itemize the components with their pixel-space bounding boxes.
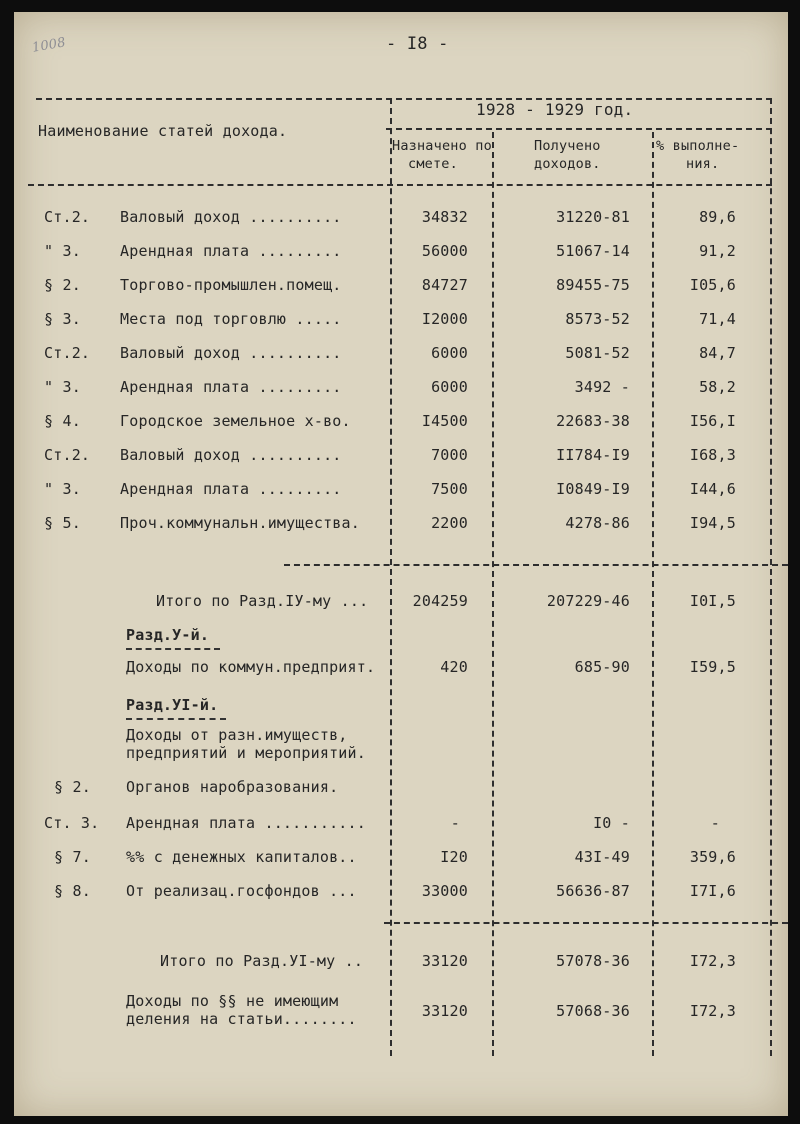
section-vi-underline bbox=[126, 718, 226, 720]
row-percent: I56,I bbox=[689, 412, 736, 430]
column-name-header: Наименование статей дохода. bbox=[38, 122, 288, 140]
row-received: 5081-52 bbox=[565, 344, 630, 362]
row-assigned: 84727 bbox=[421, 276, 468, 294]
row-percent: I05,6 bbox=[689, 276, 736, 294]
undivided-received: 57068-36 bbox=[556, 1002, 630, 1020]
col-divider-2 bbox=[492, 132, 494, 1056]
undivided-label-line1: Доходы по §§ не имеющим bbox=[126, 992, 339, 1010]
row-percent: I94,5 bbox=[689, 514, 736, 532]
col-divider-3 bbox=[652, 132, 654, 1056]
row-code: § 5. bbox=[44, 514, 81, 532]
row-code: § 2. bbox=[44, 276, 81, 294]
row-code: " 3. bbox=[44, 480, 81, 498]
received-header-line1: Получено bbox=[534, 138, 601, 154]
row-received: 89455-75 bbox=[556, 276, 630, 294]
row-received: 51067-14 bbox=[556, 242, 630, 260]
total-assigned: 204259 bbox=[412, 592, 468, 610]
row-percent: 84,7 bbox=[699, 344, 736, 362]
row-label: Арендная плата ......... bbox=[120, 480, 342, 498]
section-vi-subtitle-line2: предприятий и мероприятий. bbox=[126, 744, 366, 762]
row-code: § 8. bbox=[54, 882, 91, 900]
row-percent: 89,6 bbox=[699, 208, 736, 226]
section-vi-subtitle-line1: Доходы от разн.имуществ, bbox=[126, 726, 348, 744]
row-assigned: 420 bbox=[440, 658, 468, 676]
row-received: 8573-52 bbox=[565, 310, 630, 328]
row-label: Органов наробразования. bbox=[126, 778, 339, 796]
section-vi-rule bbox=[384, 922, 788, 924]
row-label: Городское земельное х-во. bbox=[120, 412, 351, 430]
row-assigned: 33000 bbox=[421, 882, 468, 900]
row-code: Ст.2. bbox=[44, 446, 91, 464]
total-assigned: 33120 bbox=[421, 952, 468, 970]
document-page bbox=[14, 12, 788, 1116]
row-assigned: 6000 bbox=[431, 378, 468, 396]
col-divider-4 bbox=[770, 98, 772, 1056]
row-code: § 4. bbox=[44, 412, 81, 430]
percent-header-line1: % выполне- bbox=[656, 138, 740, 154]
row-code: Ст.2. bbox=[44, 344, 91, 362]
row-label: Торгово-промышлен.помещ. bbox=[120, 276, 342, 294]
header-bottom-rule bbox=[28, 184, 772, 186]
row-assigned: 2200 bbox=[431, 514, 468, 532]
col-divider-1 bbox=[390, 98, 392, 1056]
row-percent: I59,5 bbox=[689, 658, 736, 676]
row-percent: 71,4 bbox=[699, 310, 736, 328]
row-percent: 58,2 bbox=[699, 378, 736, 396]
undivided-label-line2: деления на статьи........ bbox=[126, 1010, 357, 1028]
year-rule bbox=[386, 128, 772, 130]
section-vi-title: Разд.УI-й. bbox=[126, 696, 219, 714]
row-received: 56636-87 bbox=[556, 882, 630, 900]
row-label: Валовый доход .......... bbox=[120, 344, 342, 362]
total-percent: I72,3 bbox=[689, 952, 736, 970]
row-received: II784-I9 bbox=[556, 446, 630, 464]
row-assigned: 34832 bbox=[421, 208, 468, 226]
total-received: 57078-36 bbox=[556, 952, 630, 970]
percent-header-line2: ния. bbox=[686, 156, 720, 172]
row-label: От реализац.госфондов ... bbox=[126, 882, 357, 900]
table-top-rule bbox=[36, 98, 772, 100]
row-assigned: 7500 bbox=[431, 480, 468, 498]
undivided-percent: I72,3 bbox=[689, 1002, 736, 1020]
row-code: " 3. bbox=[44, 378, 81, 396]
row-percent: I7I,6 bbox=[689, 882, 736, 900]
row-received: 685-90 bbox=[574, 658, 630, 676]
year-header: 1928 - 1929 год. bbox=[476, 100, 634, 119]
row-percent: 359,6 bbox=[689, 848, 736, 866]
row-assigned: 6000 bbox=[431, 344, 468, 362]
row-assigned: I2000 bbox=[421, 310, 468, 328]
row-code: § 3. bbox=[44, 310, 81, 328]
assigned-header-line2: смете. bbox=[408, 156, 458, 172]
total-received: 207229-46 bbox=[546, 592, 630, 610]
row-received: 43I-49 bbox=[574, 848, 630, 866]
row-code: § 2. bbox=[54, 778, 91, 796]
row-code: § 7. bbox=[54, 848, 91, 866]
row-label: Доходы по коммун.предприят. bbox=[126, 658, 376, 676]
assigned-header-line1: Назначено по bbox=[392, 138, 492, 154]
received-header-line2: доходов. bbox=[534, 156, 601, 172]
row-received: 31220-81 bbox=[556, 208, 630, 226]
row-assigned: I20 bbox=[440, 848, 468, 866]
row-label: Валовый доход .......... bbox=[120, 446, 342, 464]
row-percent: I68,3 bbox=[689, 446, 736, 464]
row-code: Ст.2. bbox=[44, 208, 91, 226]
row-received: 22683-38 bbox=[556, 412, 630, 430]
row-code: " 3. bbox=[44, 242, 81, 260]
total-percent: I0I,5 bbox=[689, 592, 736, 610]
row-label: Валовый доход .......... bbox=[120, 208, 342, 226]
section-v-title: Разд.У-й. bbox=[126, 626, 210, 644]
pencil-annotation: 1008 bbox=[30, 35, 67, 56]
row-assigned: I4500 bbox=[421, 412, 468, 430]
row-label: %% с денежных капиталов.. bbox=[126, 848, 357, 866]
row-code: Ст. 3. bbox=[44, 814, 100, 832]
undivided-assigned: 33120 bbox=[421, 1002, 468, 1020]
row-assigned: 7000 bbox=[431, 446, 468, 464]
row-label: Места под торговлю ..... bbox=[120, 310, 342, 328]
row-label: Арендная плата ......... bbox=[120, 378, 342, 396]
row-percent: - bbox=[710, 814, 720, 832]
section-iv-rule bbox=[284, 564, 788, 566]
row-percent: 91,2 bbox=[699, 242, 736, 260]
page-number: - I8 - bbox=[386, 34, 449, 54]
total-label: Итого по Разд.УI-му .. bbox=[160, 952, 364, 970]
row-label: Арендная плата ......... bbox=[120, 242, 342, 260]
total-label: Итого по Разд.IУ-му ... bbox=[156, 592, 369, 610]
row-label: Арендная плата ........... bbox=[126, 814, 366, 832]
row-received: I0 - bbox=[593, 814, 630, 832]
row-assigned: 56000 bbox=[421, 242, 468, 260]
row-received: I0849-I9 bbox=[556, 480, 630, 498]
row-label: Проч.коммунальн.имущества. bbox=[120, 514, 360, 532]
row-received: 3492 - bbox=[574, 378, 630, 396]
row-percent: I44,6 bbox=[689, 480, 736, 498]
section-v-underline bbox=[126, 648, 220, 650]
row-assigned: - bbox=[450, 814, 460, 832]
row-received: 4278-86 bbox=[565, 514, 630, 532]
